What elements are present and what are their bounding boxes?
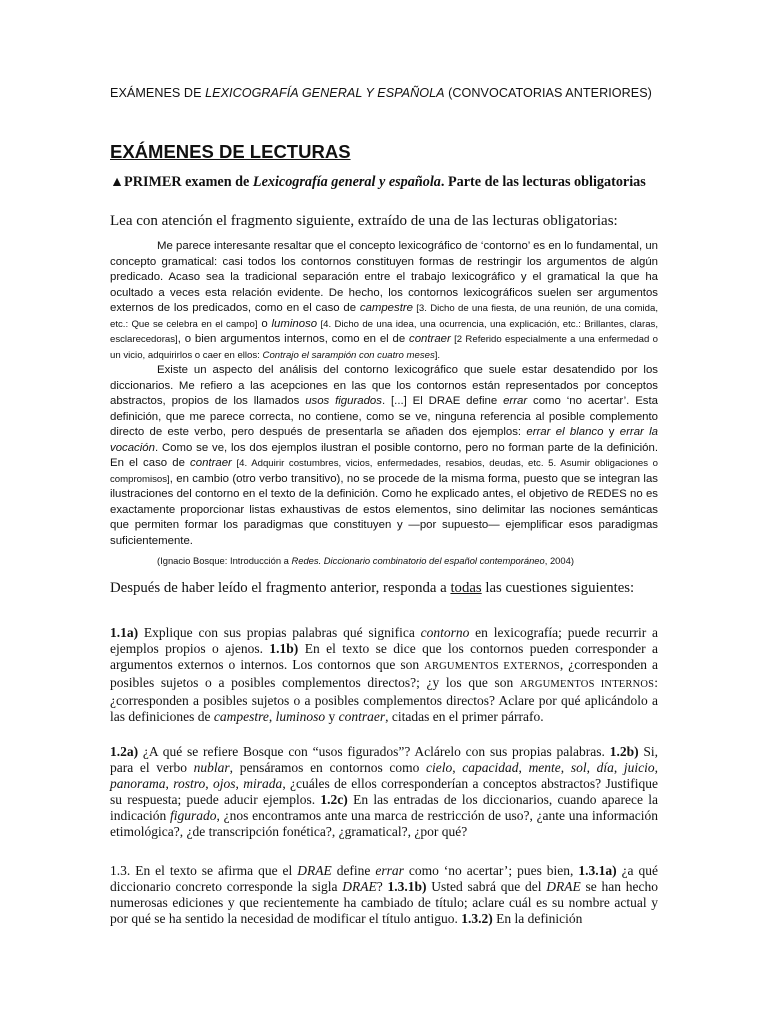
quote-paragraph-1: Me parece interesante resaltar que el concepto lexicográfico de ‘contorno’ es en lo fundamental, un concepto gramatical: casi todos los contornos constituyen formas de restringir los argumentos de algún predicado. Acaso sea la tradicional separación entre el trabajo lexicográfico y el gramatical la que ha ocultado a veces esta relación evidente. De hecho, los contornos lexicográficos suelen ser argumentos externos de los predicados, como en el caso de campestre [3. Dicho de una fiesta, de una reunión, de una comida, etc.: Que se celebra en el campo] o luminoso [4. Dicho de una idea, una ocurrencia, una explicación, etc.: Brillantes, claras, esclarecedoras], o bien argumentos internos, como en el de contraer [2 Referido especialmente a una enfermedad o un vicio, adquirirlos o caer en ellos: Contrajo el sarampión con cuatro meses]. xyxy=(110,240,658,361)
course-header: EXÁMENES DE LEXICOGRAFÍA GENERAL Y ESPAÑOLA (CONVOCATORIAS ANTERIORES) xyxy=(110,86,652,100)
quoted-fragment xyxy=(110,239,658,549)
course-title: LEXICOGRAFÍA GENERAL Y ESPAÑOLA xyxy=(205,86,445,100)
triangle-icon: ▲ xyxy=(110,174,125,190)
exam-heading: ▲PRIMER examen de Lexicografía general y española. Parte de las lecturas obligatorias xyxy=(110,174,646,190)
question-1-2: 1.2a) ¿A qué se refiere Bosque con “usos figurados”? Aclárelo con sus propias palabras. 1.2b) Si, para el verbo nublar, pensáramos en contornos como cielo, capacidad, mente, sol, día, juicio, panorama, rostro, ojos, mirada, ¿cuáles de ellos corresponderían a conceptos abstractos? Justifique su respuesta; puede aducir ejemplos. 1.2c) En las entradas de los diccionarios, cuando aparece la indicación figurado, ¿nos encontramos ante una marca de restricción de uso?, ¿ante una información etimológica?, ¿de transcripción fonética?, ¿gramatical?, ¿por qué? xyxy=(110,744,659,839)
quote-paragraph-2: Existe un aspecto del análisis del contorno lexicográfico que suele estar desatendido por los diccionarios. Me refiero a las acepciones en las que los contornos están representados por conceptos abstractos, propios de los llamados usos figurados. [...] El DRAE define errar como ‘no acertar’. Esta definición, que me parece correcta, no contiene, como se ve, ninguna referencia al posible complemento directo de este verbo, pero después de presentarla se añaden dos ejemplos: errar el blanco y errar la vocación. Como se ve, los dos ejemplos ilustran el posible contorno, pero no forman parte de la definición. En el caso de contraer [4. Adquirir costumbres, vicios, enfermedades, resabios, deudas, etc. 5. Asumir obligaciones o compromisos], en cambio (otro verbo transitivo), no se procede de la misma forma, puesto que se integran las ilustraciones del contorno en el texto de la definición. Como he explicado antes, el objetivo de REDES no es exactamente proporcionar listas exhaustivas de estos elementos, sino delimitar las nociones semánticas que permiten formar los paradigmas que constituyen y —por supuesto— ejemplificar esos paradigmas suficientemente. xyxy=(110,364,659,547)
question-1-1: 1.1a) Explique con sus propias palabras qué significa contorno en lexicografía; puede recurrir a ejemplos propios o ajenos. 1.1b) En el texto se dice que los contornos pueden corresponder a argumentos externos o internos. Los contornos que son ARGUMENTOS EXTERNOS, ¿corresponden a posibles sujetos o a posibles complementos directos?; ¿y los que son ARGUMENTOS INTERNOS: ¿corresponden a posibles sujetos o a posibles complementos directos? Aclare por qué aplicándolo a las definiciones de campestre, luminoso y contraer, citadas en el primer párrafo. xyxy=(110,625,658,724)
exam-subject: Lexicografía general y española xyxy=(252,174,441,190)
instruction: Lea con atención el fragmento siguiente, extraído de una de las lecturas obligatorias: xyxy=(110,213,618,229)
questions-intro: Después de haber leído el fragmento anterior, responda a todas las cuestiones siguientes: xyxy=(110,580,635,596)
question-1-3: 1.3. En el texto se afirma que el DRAE define errar como ‘no acertar’; pues bien, 1.3.1a) ¿a qué diccionario concreto corresponde la sigla DRAE? 1.3.1b) Usted sabrá que del DRAE se han hecho numerosas ediciones y que recientemente ha cambiado de título; aclare cuál es su nombre actual y por qué se ha sentido la necesidad de modificar el título antiguo. 1.3.2) En la definición xyxy=(110,863,658,926)
section-title: EXÁMENES DE LECTURAS xyxy=(110,141,351,162)
citation: (Ignacio Bosque: Introducción a Redes. Diccionario combinatorio del español contemporáneo, 2004) xyxy=(157,555,574,566)
